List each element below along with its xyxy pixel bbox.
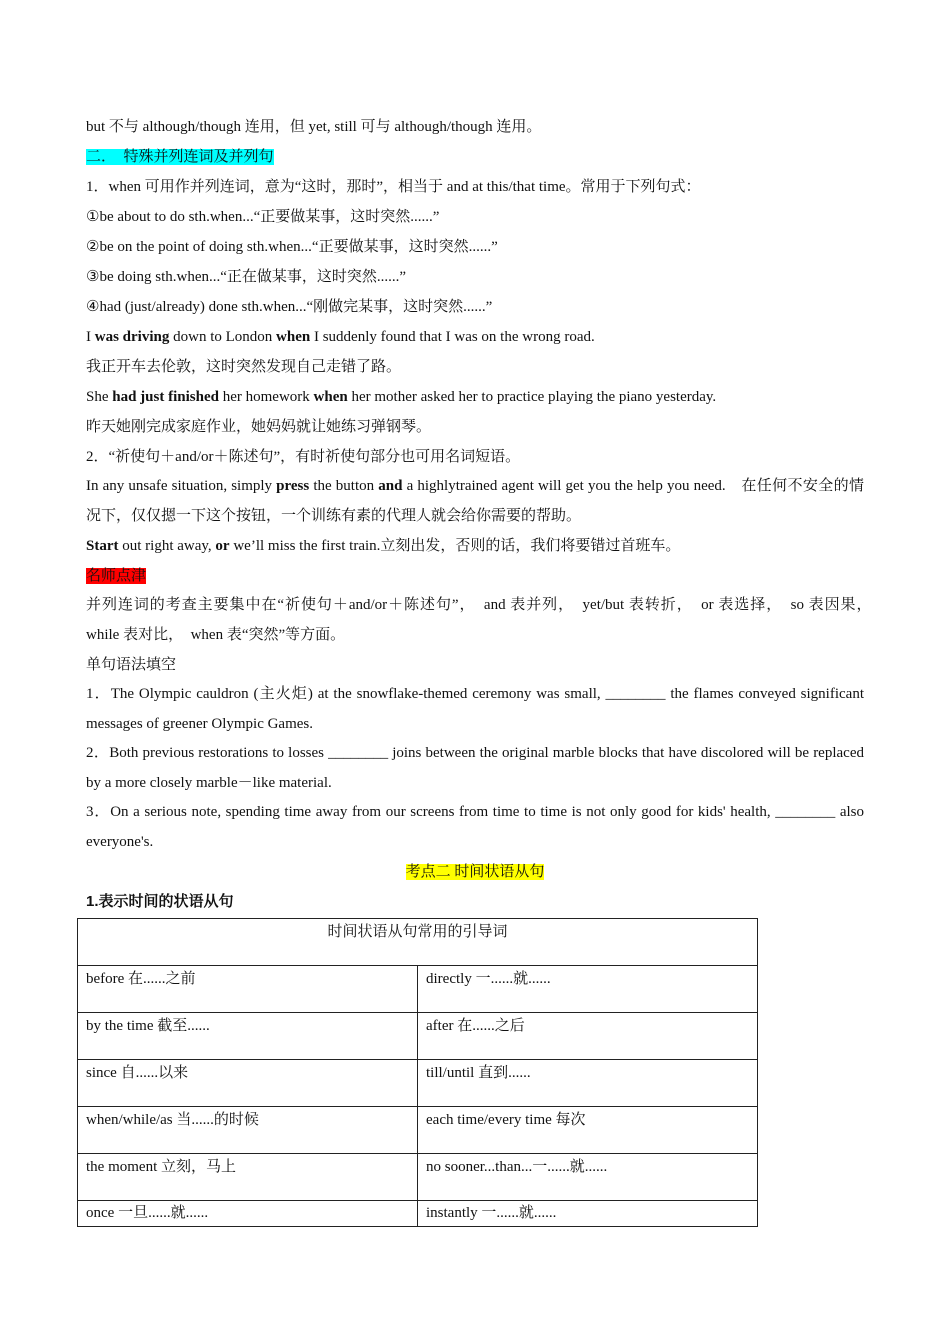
table-cell: no sooner...than...一......就......	[418, 1154, 758, 1201]
table-cell: instantly 一......就......	[418, 1201, 758, 1227]
tips-heading: 名师点津	[86, 568, 147, 584]
table-cell: before 在......之前	[78, 966, 418, 1013]
table-cell: by the time 截至......	[78, 1013, 418, 1060]
table-cell: the moment 立刻，马上	[78, 1154, 418, 1201]
table-row	[78, 966, 758, 1013]
table-row	[78, 1013, 758, 1060]
example-1: I was driving down to London when I suddenly found that I was on the wrong road.	[86, 329, 595, 345]
table-row	[78, 1201, 758, 1227]
example-2: She had just finished her homework when her mother asked her to practice playing the piano yesterday.	[86, 389, 717, 405]
table-row	[78, 1154, 758, 1201]
table-row	[78, 1107, 758, 1154]
exercise-2: 2．Both previous restorations to losses ________ joins between the original marble blocks that have discolored will be replaced by a more closely marble－like material.	[86, 745, 864, 791]
example-4: Start out right away, or we’ll miss the first train.立刻出发，否则的话，我们将要错过首班车。	[86, 538, 681, 554]
exercise-1: 1．The Olympic cauldron (主火炬) at the snowflake-themed ceremony was small, ________ the flames conveyed significant messages of greener Olympic Games.	[86, 686, 864, 732]
table-cell: when/while/as 当......的时候	[78, 1107, 418, 1154]
table-cell: since 自......以来	[78, 1060, 418, 1107]
document-body	[86, 112, 880, 917]
section2-heading: 二． 特殊并列连词及并列句	[86, 149, 274, 165]
example-3: In any unsafe situation, simply press the button and a highlytrained agent will get you the help you need. 在任何不安全的情况下，仅仅摁一下这个按钮，一个训练有素的代理人就会给你需要的帮助。	[86, 478, 864, 524]
table-cell: after 在......之后	[418, 1013, 758, 1060]
table-row	[78, 1060, 758, 1107]
pattern-1: ①be about to do sth.when...“正要做某事，这时突然......”	[86, 209, 440, 225]
tips-text: 并列连词的考查主要集中在“祈使句＋and/or＋陈述句”， and 表并列， yet/but 表转折， or 表选择， so 表因果， while 表对比， when 表“突然”等方面。	[86, 597, 880, 643]
item1-title: 1．when 可用作并列连词，意为“这时，那时”，相当于 and at this/that time。常用于下列句式：	[86, 179, 701, 195]
table-cell: each time/every time 每次	[418, 1107, 758, 1154]
exercise-heading: 单句语法填空	[86, 657, 177, 673]
table-cell: directly 一......就......	[418, 966, 758, 1013]
sub-heading: 1.表示时间的状语从句	[86, 893, 234, 910]
example-2-translation: 昨天她刚完成家庭作业，她妈妈就让她练习弹钢琴。	[86, 419, 432, 435]
conjunction-table	[77, 918, 758, 1227]
intro-line: but 不与 although/though 连用，但 yet, still 可与 although/though 连用。	[86, 119, 542, 135]
table-header: 时间状语从句常用的引导词	[78, 919, 758, 966]
pattern-2: ②be on the point of doing sth.when...“正要做某事，这时突然......”	[86, 239, 498, 255]
exercise-3: 3．On a serious note, spending time away from our screens from time to time is not only good for kids' health, ________ also everyone's.	[86, 804, 864, 850]
table-cell: till/until 直到......	[418, 1060, 758, 1107]
pattern-4: ④had (just/already) done sth.when...“刚做完某事，这时突然......”	[86, 299, 493, 315]
example-1-translation: 我正开车去伦敦，这时突然发现自己走错了路。	[86, 359, 402, 375]
item2-title: 2．“祈使句＋and/or＋陈述句”，有时祈使句部分也可用名词短语。	[86, 449, 521, 465]
table-cell: once 一旦......就......	[78, 1201, 418, 1227]
point2-heading: 考点二 时间状语从句	[405, 864, 545, 880]
pattern-3: ③be doing sth.when...“正在做某事，这时突然......”	[86, 269, 407, 285]
